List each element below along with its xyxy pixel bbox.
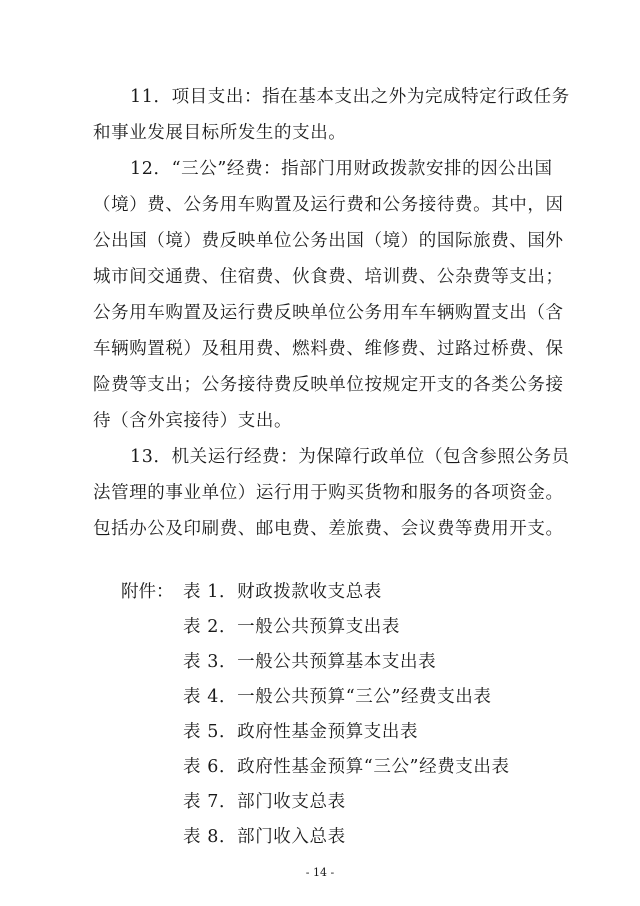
attachment-table-2: 表 2．一般公共预算支出表	[183, 617, 400, 637]
paragraph-12-line-3: 公出国（境）费反映单位公务出国（境）的国际旅费、国外	[93, 231, 564, 251]
attachment-table-5: 表 5．政府性基金预算支出表	[183, 722, 419, 742]
attachment-table-6: 表 6．政府性基金预算“三公”经费支出表	[183, 757, 510, 777]
paragraph-12-line-5: 公务用车购置及运行费反映单位公务用车车辆购置支出（含	[93, 303, 564, 323]
paragraph-13-line-2: 法管理的事业单位）运行用于购买货物和服务的各项资金。	[93, 483, 564, 503]
attachments-label: 附件：	[121, 582, 174, 602]
paragraph-12-line-2: （境）费、公务用车购置及运行费和公务接待费。其中，因	[93, 195, 564, 215]
attachment-table-8: 表 8．部门收入总表	[183, 827, 346, 847]
paragraph-12-line-6: 车辆购置税）及租用费、燃料费、维修费、过路过桥费、保	[93, 339, 564, 359]
paragraph-11-line-1: 11．项目支出：指在基本支出之外为完成特定行政任务	[130, 87, 570, 107]
paragraph-12-line-4: 城市间交通费、住宿费、伙食费、培训费、公杂费等支出；	[93, 267, 564, 287]
paragraph-12-line-1: 12．“三公”经费：指部门用财政拨款安排的因公出国	[130, 159, 553, 179]
attachment-table-4: 表 4．一般公共预算“三公”经费支出表	[183, 687, 492, 707]
attachment-table-1: 表 1．财政拨款收支总表	[183, 582, 382, 602]
attachment-table-3: 表 3．一般公共预算基本支出表	[183, 652, 437, 672]
attachment-table-7: 表 7．部门收支总表	[183, 792, 346, 812]
paragraph-13-line-3: 包括办公及印刷费、邮电费、差旅费、会议费等费用开支。	[93, 519, 564, 539]
paragraph-11-line-2: 和事业发展目标所发生的支出。	[93, 123, 347, 143]
paragraph-12-line-8: 待（含外宾接待）支出。	[93, 411, 293, 431]
page-number: - 14 -	[305, 866, 335, 879]
paragraph-12-line-7: 险费等支出；公务接待费反映单位按规定开支的各类公务接	[93, 375, 564, 395]
paragraph-13-line-1: 13．机关运行经费：为保障行政单位（包含参照公务员	[130, 447, 570, 467]
